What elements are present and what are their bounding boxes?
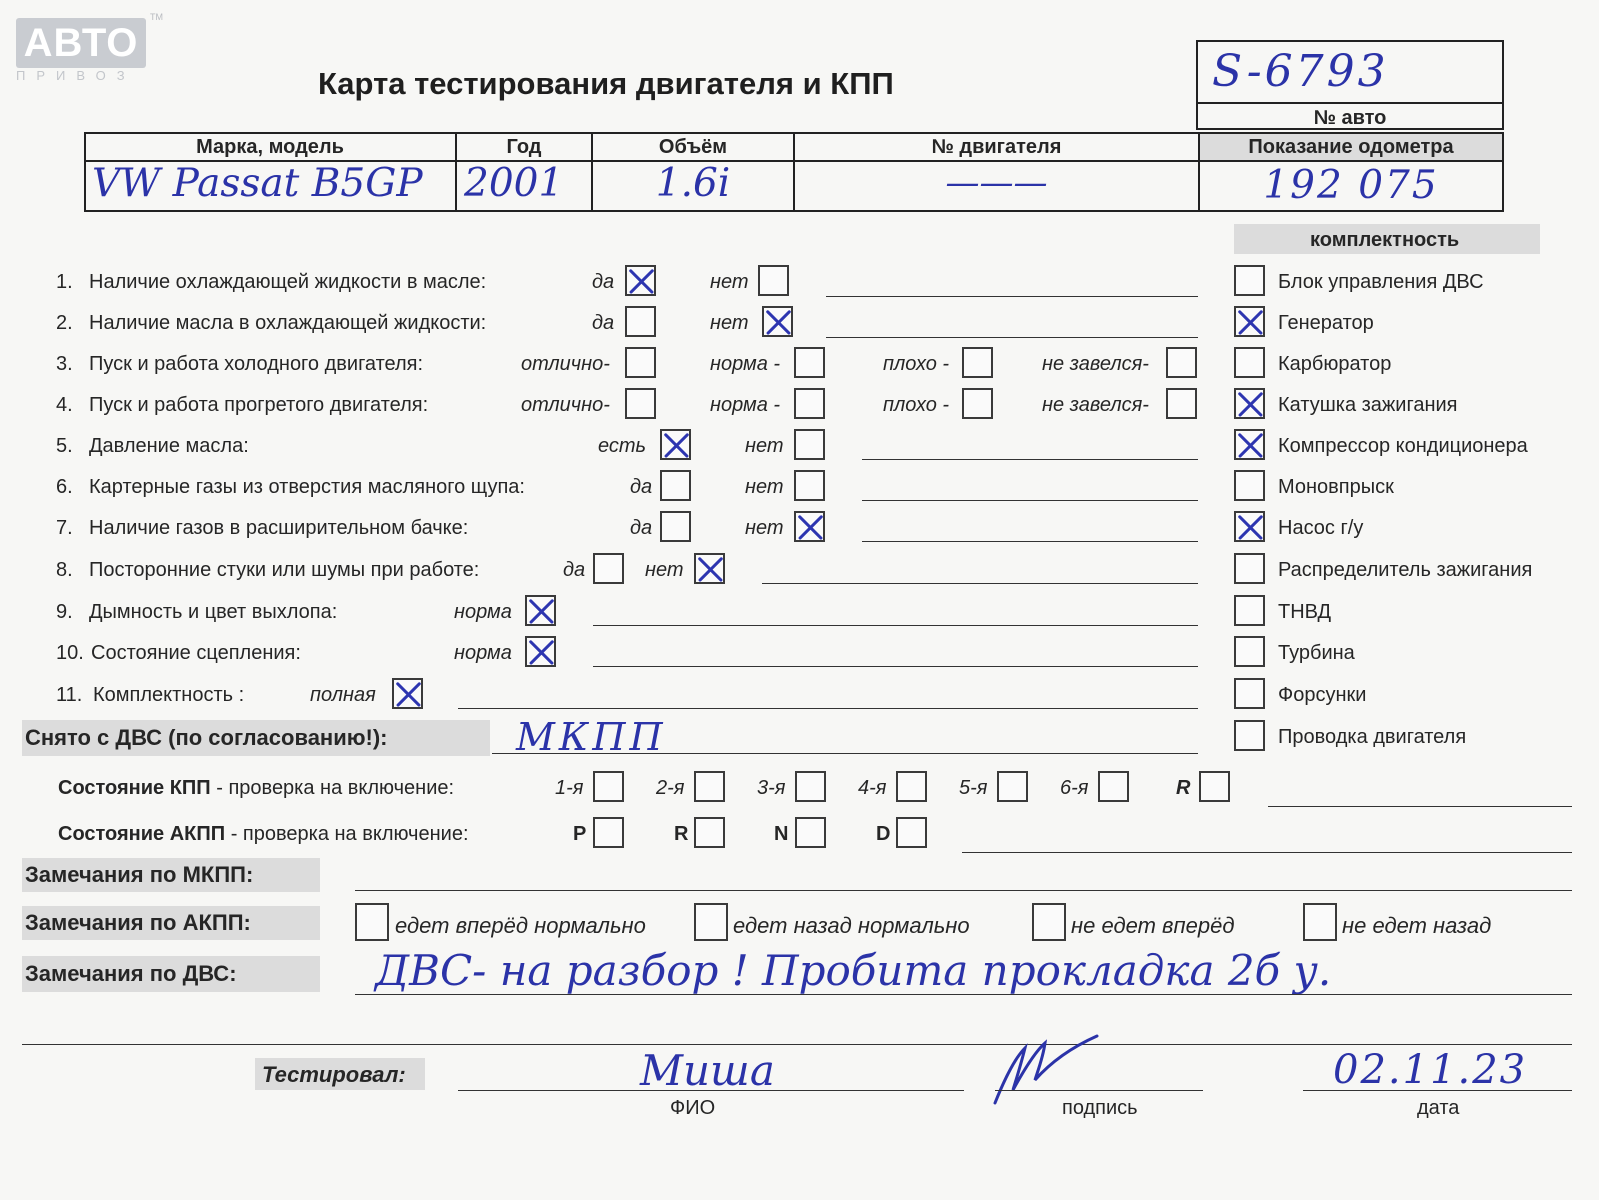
removed-value: МКПП	[516, 715, 667, 759]
kpp-label-bold: Состояние КПП	[58, 777, 211, 799]
completeness-checkbox[interactable]	[1234, 347, 1265, 378]
completeness-checkbox[interactable]	[1234, 429, 1265, 460]
value-make-model: VW Passat B5GP	[92, 161, 423, 206]
option-label: плохо -	[883, 394, 950, 416]
completeness-item-label: ТНВД	[1278, 601, 1332, 623]
akpp-remark-checkbox[interactable]	[355, 903, 389, 941]
value-volume: 1.6i	[655, 161, 731, 206]
row-number: 3.	[56, 353, 73, 375]
gear-checkbox[interactable]	[694, 771, 725, 802]
logo-trademark: TM	[150, 12, 163, 22]
answer-line	[593, 625, 1198, 626]
option-checkbox[interactable]	[392, 678, 423, 709]
answer-line	[962, 852, 1572, 853]
completeness-checkbox[interactable]	[1234, 595, 1265, 626]
option-label: не завелся-	[1042, 353, 1149, 375]
completeness-checkbox[interactable]	[1234, 265, 1265, 296]
row-label: Пуск и работа холодного двигателя:	[89, 353, 424, 375]
completeness-item-label: Компрессор кондиционера	[1278, 435, 1528, 457]
answer-line	[826, 296, 1198, 297]
row-number: 1.	[56, 271, 73, 293]
kpp-label-rest: - проверка на включение:	[210, 777, 455, 799]
completeness-checkbox[interactable]	[1234, 636, 1265, 667]
gear-checkbox[interactable]	[997, 771, 1028, 802]
akpp-remark-checkbox[interactable]	[694, 903, 728, 941]
completeness-checkbox[interactable]	[1234, 306, 1265, 337]
option-label: да	[592, 312, 615, 334]
answer-line	[762, 583, 1198, 584]
gear-checkbox[interactable]	[795, 771, 826, 802]
completeness-item-label: Моновпрыск	[1278, 476, 1394, 498]
name-caption: ФИО	[670, 1097, 716, 1119]
row-number: 4.	[56, 394, 73, 416]
row-number: 6.	[56, 476, 73, 498]
option-label: отлично-	[521, 394, 610, 416]
gear-label: 6-я	[1060, 777, 1089, 799]
row-number: 11.	[56, 684, 83, 706]
kpp-label	[58, 776, 454, 800]
completeness-item-label: Карбюратор	[1278, 353, 1392, 375]
akpp-remark-label: не едет вперёд	[1071, 913, 1235, 938]
gear-label: 1-я	[555, 777, 584, 799]
avto-privoz-logo	[16, 18, 146, 68]
row-number: 9.	[56, 601, 73, 623]
answer-line	[593, 666, 1198, 667]
option-checkbox[interactable]	[625, 265, 656, 296]
logo-subtitle: ПРИВОЗ	[16, 68, 136, 83]
answer-line	[355, 890, 1572, 891]
row-number: 2.	[56, 312, 73, 334]
tester-name: Миша	[640, 1046, 775, 1095]
completeness-checkbox[interactable]	[1234, 720, 1265, 751]
option-checkbox[interactable]	[660, 470, 691, 501]
gear-checkbox[interactable]	[593, 771, 624, 802]
test-date: 02.11.23	[1333, 1047, 1528, 1093]
gear-checkbox[interactable]	[1098, 771, 1129, 802]
answer-line	[1268, 806, 1572, 807]
option-checkbox[interactable]	[794, 347, 825, 378]
option-label: норма -	[710, 353, 781, 375]
dvs-remarks-label: Замечания по ДВС:	[25, 961, 237, 986]
mode-checkbox[interactable]	[593, 817, 624, 848]
header-engine-number: № двигателя	[931, 136, 1062, 158]
option-label: полная	[310, 684, 376, 706]
answer-line	[22, 1044, 1572, 1045]
signature-caption: подпись	[1062, 1097, 1138, 1119]
option-label: да	[630, 476, 653, 498]
auto-number-value: S-6793	[1212, 46, 1389, 97]
akpp-remarks-label: Замечания по АКПП:	[25, 910, 251, 935]
completeness-item-label: Проводка двигателя	[1278, 726, 1467, 748]
answer-line	[862, 459, 1198, 460]
option-checkbox[interactable]	[625, 347, 656, 378]
row-number: 7.	[56, 517, 73, 539]
mode-label: R	[674, 823, 689, 845]
mode-label: P	[573, 823, 587, 845]
dvs-remarks-value: ДВС- на разбор ! Пробита прокладка 2б у.	[375, 946, 1332, 995]
name-line	[458, 1090, 964, 1091]
row-label: Наличие масла в охлаждающей жидкости:	[89, 312, 487, 334]
removed-label: Снято с ДВС (по согласованию!):	[25, 725, 388, 750]
option-checkbox[interactable]	[525, 636, 556, 667]
row-label: Давление масла:	[89, 435, 249, 457]
akpp-remark-checkbox[interactable]	[1303, 903, 1337, 941]
mode-checkbox[interactable]	[896, 817, 927, 848]
option-label: нет	[710, 312, 749, 334]
akpp-label-bold: Состояние АКПП	[58, 823, 226, 845]
gear-label: R	[1176, 777, 1191, 799]
completeness-item-label: Генератор	[1278, 312, 1374, 334]
option-label: нет	[745, 517, 784, 539]
gear-label: 4-я	[858, 777, 887, 799]
row-number: 5.	[56, 435, 73, 457]
date-line	[1303, 1090, 1572, 1091]
gear-checkbox[interactable]	[1199, 771, 1230, 802]
option-checkbox[interactable]	[525, 595, 556, 626]
gear-checkbox[interactable]	[896, 771, 927, 802]
option-label: норма	[454, 642, 512, 664]
option-checkbox[interactable]	[694, 553, 725, 584]
option-checkbox[interactable]	[625, 306, 656, 337]
logo-text: АВТО	[23, 21, 139, 65]
row-label: Наличие охлаждающей жидкости в масле:	[89, 271, 487, 293]
completeness-checkbox[interactable]	[1234, 553, 1265, 584]
option-checkbox[interactable]	[660, 511, 691, 542]
mkpp-remarks-label: Замечания по МКПП:	[25, 862, 254, 887]
mode-label: N	[774, 823, 789, 845]
option-label: да	[630, 517, 653, 539]
option-checkbox[interactable]	[1166, 388, 1197, 419]
completeness-item-label: Блок управления ДВС	[1278, 271, 1484, 293]
answer-line	[862, 500, 1198, 501]
completeness-item-label: Форсунки	[1278, 684, 1367, 706]
page-title: Карта тестирования двигателя и КПП	[318, 66, 894, 101]
option-label: есть	[598, 435, 647, 457]
row-label: Дымность и цвет выхлопа:	[89, 601, 338, 623]
auto-number-divider	[1196, 102, 1504, 104]
auto-number-label: № авто	[1313, 107, 1387, 129]
row-label: Наличие газов в расширительном бачке:	[89, 517, 469, 539]
completeness-item-label: Насос г/у	[1278, 517, 1364, 539]
completeness-item-label: Катушка зажигания	[1278, 394, 1458, 416]
akpp-label-rest: - проверка на включение:	[225, 823, 469, 845]
answer-line	[355, 994, 1572, 995]
header-year: Год	[506, 136, 542, 158]
completeness-header: комплектность	[1310, 229, 1460, 251]
value-engine-number: ———	[945, 163, 1048, 203]
option-label: нет	[745, 476, 784, 498]
option-checkbox[interactable]	[625, 388, 656, 419]
row-number: 10.	[56, 642, 84, 664]
completeness-item-label: Турбина	[1278, 642, 1355, 664]
option-checkbox[interactable]	[962, 347, 993, 378]
akpp-remark-checkbox[interactable]	[1032, 903, 1066, 941]
row-label: Пуск и работа прогретого двигателя:	[89, 394, 429, 416]
row-label: Состояние сцепления:	[91, 642, 301, 664]
completeness-checkbox[interactable]	[1234, 388, 1265, 419]
row-label: Посторонние стуки или шумы при работе:	[89, 559, 480, 581]
answer-line	[458, 708, 1198, 709]
option-checkbox[interactable]	[794, 470, 825, 501]
akpp-remark-label: едет назад нормально	[733, 913, 970, 938]
option-label: не завелся-	[1042, 394, 1149, 416]
row-label: Комплектность :	[93, 684, 245, 706]
akpp-label	[58, 822, 469, 846]
option-label: норма -	[710, 394, 781, 416]
option-checkbox[interactable]	[762, 306, 793, 337]
akpp-remark-label: едет вперёд нормально	[395, 913, 646, 938]
answer-line	[862, 541, 1198, 542]
mode-checkbox[interactable]	[694, 817, 725, 848]
header-make-model: Марка, модель	[196, 136, 344, 158]
option-checkbox[interactable]	[962, 388, 993, 419]
gear-label: 5-я	[959, 777, 988, 799]
completeness-checkbox[interactable]	[1234, 470, 1265, 501]
value-odometer: 192 075	[1263, 163, 1439, 208]
option-checkbox[interactable]	[758, 265, 789, 296]
completeness-item-label: Распределитель зажигания	[1278, 559, 1533, 581]
option-checkbox[interactable]	[794, 429, 825, 460]
option-label: отлично-	[521, 353, 610, 375]
option-checkbox[interactable]	[593, 553, 624, 584]
option-label: норма	[454, 601, 512, 623]
option-checkbox[interactable]	[1166, 347, 1197, 378]
option-checkbox[interactable]	[794, 388, 825, 419]
signature-line	[995, 1090, 1203, 1091]
mode-label: D	[876, 823, 891, 845]
akpp-remark-label: не едет назад	[1342, 913, 1492, 938]
header-volume: Объём	[658, 136, 728, 158]
value-year: 2001	[464, 161, 564, 206]
tested-label: Тестировал:	[262, 1062, 406, 1087]
row-number: 8.	[56, 559, 73, 581]
option-label: нет	[710, 271, 749, 293]
completeness-checkbox[interactable]	[1234, 678, 1265, 709]
gear-label: 2-я	[656, 777, 685, 799]
header-odometer: Показание одометра	[1248, 136, 1454, 158]
option-label: нет	[745, 435, 784, 457]
date-caption: дата	[1417, 1097, 1460, 1119]
mode-checkbox[interactable]	[795, 817, 826, 848]
answer-line	[826, 337, 1198, 338]
row-label: Картерные газы из отверстия масляного щупа:	[89, 476, 525, 498]
option-label: да	[592, 271, 615, 293]
option-label: нет	[645, 559, 684, 581]
gear-label: 3-я	[757, 777, 786, 799]
option-checkbox[interactable]	[660, 429, 691, 460]
answer-line	[492, 753, 1198, 754]
option-checkbox[interactable]	[794, 511, 825, 542]
completeness-checkbox[interactable]	[1234, 511, 1265, 542]
option-label: да	[563, 559, 586, 581]
option-label: плохо -	[883, 353, 950, 375]
